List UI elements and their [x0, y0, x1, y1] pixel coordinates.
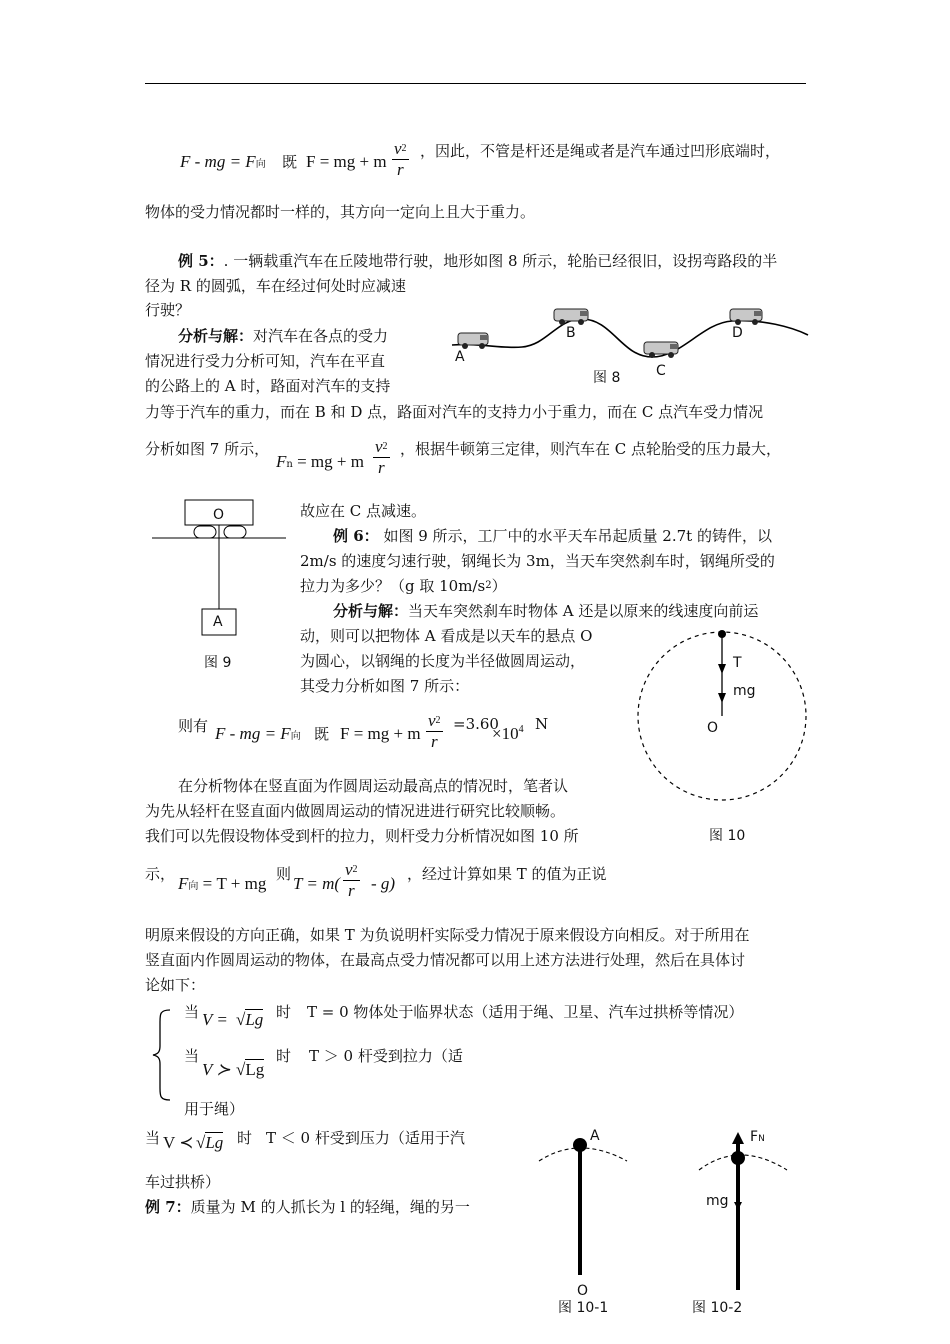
fig10-label-t: T [733, 655, 742, 671]
text-ji: 既 [282, 153, 298, 171]
formula-f-minus-mg: F - mg = F向 [180, 152, 266, 171]
fraction-v2-r-2: $\frac{v^2}{r}$ [428, 711, 441, 751]
ex6-line2: 2m/s 的速度匀速行驶，钢绳长为 3m，当天车突然刹车时，钢绳所受的 [300, 552, 775, 570]
case1-text: T = 0 物体处于临界状态（适用于绳、卫星、汽车过拱桥等情况） [307, 1003, 744, 1021]
ex6-analysis-2: 动，则可以把物体 A 看成是以天车的悬点 O [300, 627, 593, 645]
ex5-analysis-2: 情况进行受力分析可知，汽车在平直 [145, 352, 386, 370]
text-ze: 则 [276, 865, 292, 883]
fig8-label-b: B [566, 325, 576, 341]
fig8-label-c: C [656, 363, 666, 379]
fig10-2-label-mg: mg [706, 1193, 729, 1209]
case1-shi: 时 [276, 1003, 292, 1021]
ex6-analysis-4: 其受力分析如图 7 所示： [300, 677, 470, 695]
ex5-analysis-4: 力等于汽车的重力，而在 B 和 D 点，路面对汽车的支持力小于重力，而在 C 点汽车受力情况 [145, 403, 764, 421]
fig10-label-o: O [707, 720, 719, 736]
case1-root: √Lg [236, 1010, 264, 1029]
intro-text: ，因此，不管是杆还是绳或者是汽车通过凹形底端时， [420, 142, 781, 160]
ex5-analysis-6: ，根据牛顿第三定律，则汽车在 C 点轮胎受的压力最大， [400, 440, 782, 458]
ex5-analysis-1: 分析与解：对汽车在各点的受力 [178, 327, 389, 345]
cases-brace [150, 1008, 174, 1102]
ex6-analysis-1: 分析与解：当天车突然刹车时物体 A 还是以原来的线速度向前运 [333, 602, 759, 620]
fig10-1-diagram [535, 1135, 635, 1285]
formula-f-eq-2: F = mg + m [340, 724, 421, 743]
case2-root: √Lg [236, 1060, 265, 1079]
case2-dang: 当 [184, 1047, 200, 1065]
case1-dang: 当 [184, 1003, 200, 1021]
fraction-v2-r: $\frac{v^2}{r}$ [394, 139, 407, 179]
case2-shi: 时 [276, 1047, 292, 1065]
fig10-2-diagram [695, 1130, 795, 1290]
para-line5: 明原来假设的方向正确，如果 T 为负说明杆实际受力情况于原来假设方向相反。对于所用在 [145, 926, 750, 944]
intro-line2: 物体的受力情况都时一样的，其方向一定向上且大于重力。 [145, 203, 536, 221]
ex5-analysis-3: 的公路上的 A 时，路面对汽车的支持 [145, 377, 391, 395]
para-line1: 在分析物体在竖直面为作圆周运动最高点的情况时，笔者认 [178, 777, 569, 795]
para-line4-end: ，经过计算如果 T 的值为正说 [407, 865, 607, 883]
ex5-line3: 行驶？ [145, 301, 191, 319]
truck-icon-a [458, 333, 488, 349]
fig8-caption: 图 8 [593, 370, 621, 386]
fig10-1-label-o: O [577, 1283, 589, 1299]
then-text: 则有 [178, 717, 209, 735]
para-line3: 我们可以先假设物体受到杆的拉力，则杆受力分析情况如图 10 所 [145, 827, 579, 845]
case2-v: V ≻ [202, 1060, 231, 1079]
fig10-2-label-fn: FN [750, 1129, 765, 1145]
case3-root: √Lg [196, 1133, 224, 1152]
result-times: $\times 10^4$ [492, 724, 524, 743]
para-line7: 论如下： [145, 976, 206, 994]
ex7-line: 例 7：质量为 M 的人抓长为 l 的轻绳，绳的另一 [145, 1198, 470, 1216]
formula-f-xiang: F向 = T + mg [178, 874, 267, 893]
ex5-analysis-5: 分析如图 7 所示， [145, 440, 270, 458]
fig10-caption: 图 10 [709, 828, 746, 844]
fig8-label-a: A [455, 349, 465, 365]
formula-fn: Fn = mg + m [276, 452, 364, 471]
ex6-analysis-3: 为圆心，以钢绳的长度为半径做圆周运动， [300, 652, 586, 670]
fig9-label-o: O [213, 507, 225, 523]
case3-v: V ≺ [163, 1133, 194, 1152]
formula-t-end: - g) [371, 874, 396, 893]
ex5-line2: 径为 R 的圆弧，车在经过何处时应减速 [145, 277, 406, 295]
result-value: =3.60 [453, 715, 499, 733]
truck-icon-b [554, 309, 588, 325]
text-ji-2: 既 [314, 725, 330, 743]
fraction-t: $\frac{v^2}{r}$ [345, 860, 358, 900]
formula-t: T = m( [293, 874, 341, 893]
fig10-label-mg: mg [733, 683, 756, 699]
fig9-caption: 图 9 [204, 655, 232, 671]
para-line4: 示， [145, 865, 176, 883]
fig10-1-caption: 图 10-1 [558, 1300, 609, 1316]
header-rule [145, 83, 806, 84]
fig8-label-d: D [732, 325, 743, 341]
fig10-2-caption: 图 10-2 [692, 1300, 743, 1316]
fig8-diagram [452, 305, 812, 385]
fig10-diagram [636, 630, 808, 802]
ex6-line3: 拉力为多少？（g 取 $10m/s^2$） [300, 577, 507, 595]
ex5-line1: 例 5：. 一辆载重汽车在丘陵地带行驶，地形如图 8 所示，轮胎已经很旧，设拐弯路段的半 [178, 252, 778, 270]
formula-f-eq: F = mg + m [306, 152, 387, 171]
para-line6: 竖直面内作圆周运动的物体，在最高点受力情况都可以用上述方法进行处理，然后在具体讨 [145, 951, 746, 969]
ex6-line1: 例 6： 如图 9 所示，工厂中的水平天车吊起质量 2.7t 的铸件，以 [333, 527, 772, 545]
case3-text: T ＜ 0 杆受到压力（适用于汽 [266, 1129, 465, 1147]
fraction-fn: $\frac{v^2}{r}$ [375, 437, 388, 477]
case2-text2: 用于绳） [184, 1100, 245, 1118]
case3-text2: 车过拱桥） [145, 1173, 221, 1191]
case3-shi: 时 [237, 1129, 253, 1147]
fig10-1-label-a: A [590, 1128, 600, 1144]
case3-dang: 当 [145, 1129, 161, 1147]
case2-text: T ＞ 0 杆受到拉力（适 [309, 1047, 463, 1065]
case1-v: V = [202, 1010, 228, 1029]
result-unit: N [535, 715, 549, 733]
truck-icon-d [730, 309, 762, 325]
formula-f-minus-mg-2: F - mg = F向 [215, 724, 301, 743]
fig9-label-a: A [213, 614, 223, 630]
ex5-analysis-7: 故应在 C 点减速。 [300, 502, 427, 520]
para-line2: 为先从轻杆在竖直面内做圆周运动的情况进进行研究比较顺畅。 [145, 802, 566, 820]
